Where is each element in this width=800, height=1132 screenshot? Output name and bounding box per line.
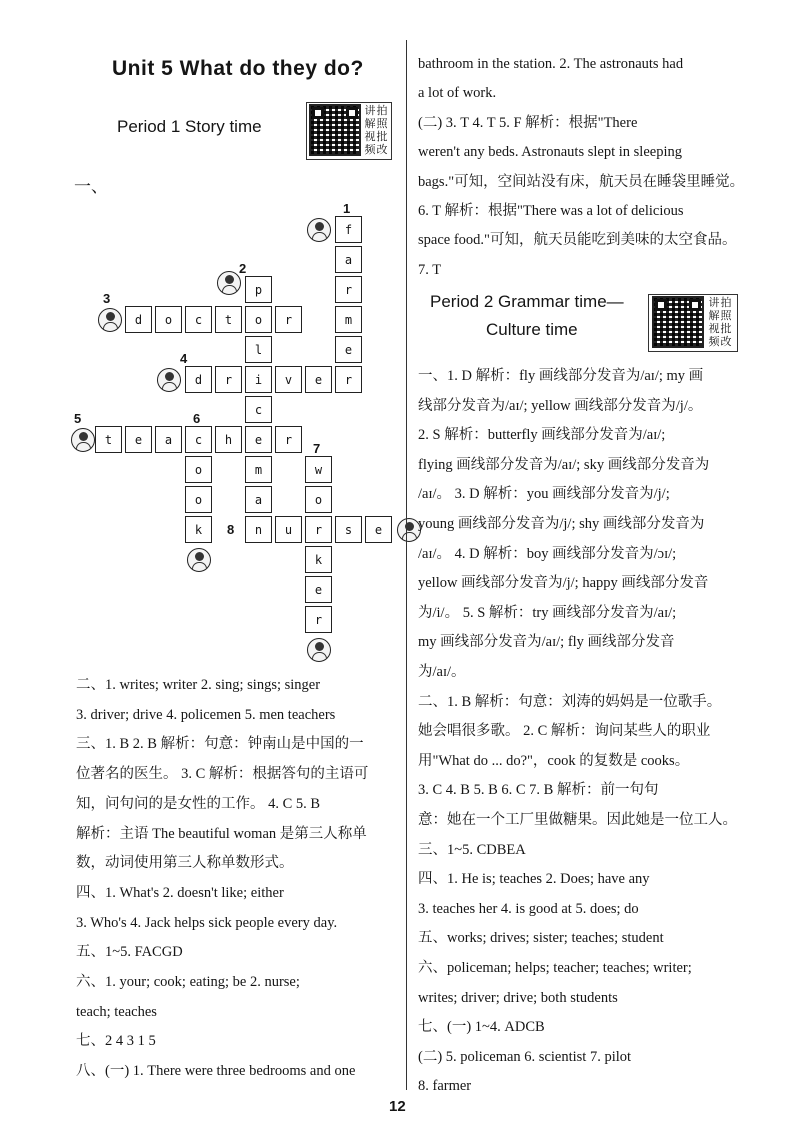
answer-line: 用"What do ... do?"，cook 的复数是 cooks。	[418, 752, 690, 769]
crossword-cell: o	[305, 486, 332, 513]
crossword-cell: r	[215, 366, 242, 393]
crossword-cell: t	[95, 426, 122, 453]
clue-number: 8	[227, 522, 235, 537]
section-one-label: 一、	[74, 177, 108, 196]
unit-title: Unit 5 What do they do?	[112, 57, 364, 80]
answer-line: 位著名的医生。 3. C 解析：根据答句的主语可	[76, 766, 369, 783]
answer-line: 3. teaches her 4. is good at 5. does; do	[418, 900, 639, 917]
crossword-cell: i	[245, 366, 272, 393]
crossword-cell: m	[245, 456, 272, 483]
answer-line: 四、1. What's 2. doesn't like; either	[76, 884, 284, 901]
answer-line: 3. driver; drive 4. policemen 5. men teachers	[76, 706, 336, 723]
crossword-cell: e	[305, 366, 332, 393]
doctor-picture	[98, 308, 122, 332]
qr-caption-char: 拍	[376, 104, 388, 117]
answer-line: 一、1. D 解析：fly 画线部分发音为/aɪ/; my 画	[418, 368, 704, 384]
period1-title: Period 1 Story time	[117, 117, 262, 136]
answer-line: a lot of work.	[418, 85, 497, 102]
qr-caption-char: 改	[720, 335, 732, 348]
crossword-cell: o	[185, 486, 212, 513]
crossword-cell: m	[335, 306, 362, 333]
answer-line: yellow 画线部分发音为/j/; happy 画线部分发音	[418, 575, 709, 592]
answer-line: 意：她在一个工厂里做糖果。因此她是一位工人。	[418, 812, 737, 828]
driver-picture	[157, 368, 181, 392]
answer-line: 七、2 4 3 1 5	[76, 1033, 156, 1050]
answer-line: 2. S 解析：butterfly 画线部分发音为/aɪ/;	[418, 427, 666, 444]
answer-line: 八、(一) 1. There were three bedrooms and one	[76, 1063, 356, 1080]
farmer-picture	[307, 218, 331, 242]
teacher-picture	[71, 428, 95, 452]
qr-caption-char: 解	[708, 309, 720, 322]
crossword-cell: e	[125, 426, 152, 453]
crossword-cell: f	[335, 216, 362, 243]
answer-line: 知，问句问的是女性的工作。 4. C 5. B	[76, 795, 321, 812]
qr-caption-char: 频	[364, 143, 376, 156]
crossword-cell: o	[185, 456, 212, 483]
crossword-cell: r	[335, 366, 362, 393]
crossword-cell: k	[185, 516, 212, 543]
answer-line: 7. T	[418, 261, 442, 278]
qr-caption-char: 讲	[364, 104, 376, 117]
answer-line: weren't any beds. Astronauts slept in sleeping	[418, 144, 682, 161]
crossword-cell: w	[305, 456, 332, 483]
crossword-cell: s	[335, 516, 362, 543]
period2-title-line1: Period 2 Grammar time—	[430, 292, 624, 311]
clue-number: 4	[180, 351, 188, 366]
crossword-cell: e	[305, 576, 332, 603]
answer-line: 二、1. B 解析：句意：刘涛的妈妈是一位歌手。	[418, 693, 722, 710]
answer-line: 二、1. writes; writer 2. sing; sings; singer	[76, 677, 321, 693]
crossword-cell: k	[305, 546, 332, 573]
worker-picture	[307, 638, 331, 662]
answer-line: 为/aɪ/。	[418, 664, 466, 680]
crossword-cell: a	[245, 486, 272, 513]
crossword-cell: d	[125, 306, 152, 333]
crossword-cell: e	[365, 516, 392, 543]
answer-line: 数，动词使用第三人称单数形式。	[76, 855, 294, 872]
qr-caption-char: 频	[708, 335, 720, 348]
crossword-cell: u	[275, 516, 302, 543]
answer-line: 为/i/。 5. S 解析：try 画线部分发音为/aɪ/;	[418, 604, 677, 621]
answer-line: 3. C 4. B 5. B 6. C 7. B 解析：前一句句	[418, 782, 659, 799]
answer-line: space food."可知，航天员能吃到美味的太空食品。	[418, 232, 737, 249]
qr-code-icon-2[interactable]	[652, 296, 704, 348]
policeman-picture	[217, 271, 241, 295]
crossword-cell: o	[155, 306, 182, 333]
crossword-cell: r	[305, 606, 332, 633]
crossword-cell: p	[245, 276, 272, 303]
qr-caption-char: 批	[376, 130, 388, 143]
crossword-cell: c	[185, 426, 212, 453]
clue-number: 3	[103, 291, 111, 306]
page-number: 12	[389, 1098, 406, 1115]
answer-line: 六、policeman; helps; teacher; teaches; writer;	[418, 960, 692, 976]
answer-line: 三、1. B 2. B 解析：句意：钟南山是中国的一	[76, 736, 364, 753]
crossword-cell: e	[245, 426, 272, 453]
crossword-cell: l	[245, 336, 272, 363]
answer-line: 五、1~5. FACGD	[76, 944, 183, 961]
answer-line: (二) 5. policeman 6. scientist 7. pilot	[418, 1048, 632, 1065]
clue-number: 5	[74, 411, 82, 426]
crossword-cell: a	[335, 246, 362, 273]
clue-number: 2	[239, 261, 247, 276]
crossword-cell: r	[305, 516, 332, 543]
crossword-cell: v	[275, 366, 302, 393]
qr-caption-char: 视	[708, 322, 720, 335]
qr-caption-char: 视	[364, 130, 376, 143]
answer-line: 3. Who's 4. Jack helps sick people every day.	[76, 914, 338, 931]
answer-line: teach; teaches	[76, 1003, 157, 1020]
clue-number: 6	[193, 411, 201, 426]
answer-line: 五、works; drives; sister; teaches; student	[418, 930, 664, 947]
crossword-cell: r	[275, 306, 302, 333]
column-divider	[406, 40, 407, 1090]
answer-line: bags."可知，空间站没有床，航天员在睡袋里睡觉。	[418, 173, 745, 190]
answer-line: /aɪ/。 3. D 解析：you 画线部分发音为/j/;	[418, 486, 670, 503]
answer-line: flying 画线部分发音为/aɪ/; sky 画线部分发音为	[418, 456, 710, 473]
qr-caption-char: 解	[364, 117, 376, 130]
crossword-cell: o	[245, 306, 272, 333]
qr-code-icon[interactable]	[309, 104, 361, 156]
qr-caption-char: 照	[720, 309, 732, 322]
period2-title-line2: Culture time	[486, 320, 578, 339]
answer-line: 解析：主语 The beautiful woman 是第三人称单	[76, 825, 367, 842]
answer-line: writes; driver; drive; both students	[418, 989, 618, 1006]
crossword-cell: d	[185, 366, 212, 393]
qr-caption-2	[708, 296, 732, 348]
answer-line: bathroom in the station. 2. The astronauts had	[418, 56, 684, 72]
answer-line: 线部分发音为/aɪ/; yellow 画线部分发音为/j/。	[418, 397, 703, 414]
crossword-cell: c	[245, 396, 272, 423]
clue-number: 1	[343, 201, 351, 216]
answer-line: 七、(一) 1~4. ADCB	[418, 1019, 545, 1036]
answer-line: 三、1~5. CDBEA	[418, 841, 526, 858]
answer-line: 六、1. your; cook; eating; be 2. nurse;	[76, 974, 300, 990]
qr-caption-1	[364, 104, 388, 156]
cook-picture	[187, 548, 211, 572]
qr-caption-char: 照	[376, 117, 388, 130]
qr-caption-char: 改	[376, 143, 388, 156]
answer-line: my 画线部分发音为/aɪ/; fly 画线部分发音	[418, 634, 675, 651]
answer-line: 8. farmer	[418, 1078, 472, 1095]
crossword-cell: h	[215, 426, 242, 453]
answer-line: 四、1. He is; teaches 2. Does; have any	[418, 871, 650, 888]
answer-line: 她会唱很多歌。 2. C 解析：询问某些人的职业	[418, 723, 711, 740]
qr-caption-char: 批	[720, 322, 732, 335]
crossword-cell: t	[215, 306, 242, 333]
answer-line: 6. T 解析：根据"There was a lot of delicious	[418, 203, 684, 219]
qr-caption-char: 拍	[720, 296, 732, 309]
answer-line: /aɪ/。 4. D 解析：boy 画线部分发音为/ɔɪ/;	[418, 545, 677, 562]
answer-line: young 画线部分发音为/j/; shy 画线部分发音为	[418, 516, 705, 532]
crossword-cell: c	[185, 306, 212, 333]
clue-number: 7	[313, 441, 321, 456]
answer-line: (二) 3. T 4. T 5. F 解析：根据"There	[418, 114, 638, 131]
crossword-cell: r	[335, 276, 362, 303]
qr-caption-char: 讲	[708, 296, 720, 309]
crossword-cell: e	[335, 336, 362, 363]
crossword-cell: n	[245, 516, 272, 543]
crossword-cell: r	[275, 426, 302, 453]
crossword-cell: a	[155, 426, 182, 453]
